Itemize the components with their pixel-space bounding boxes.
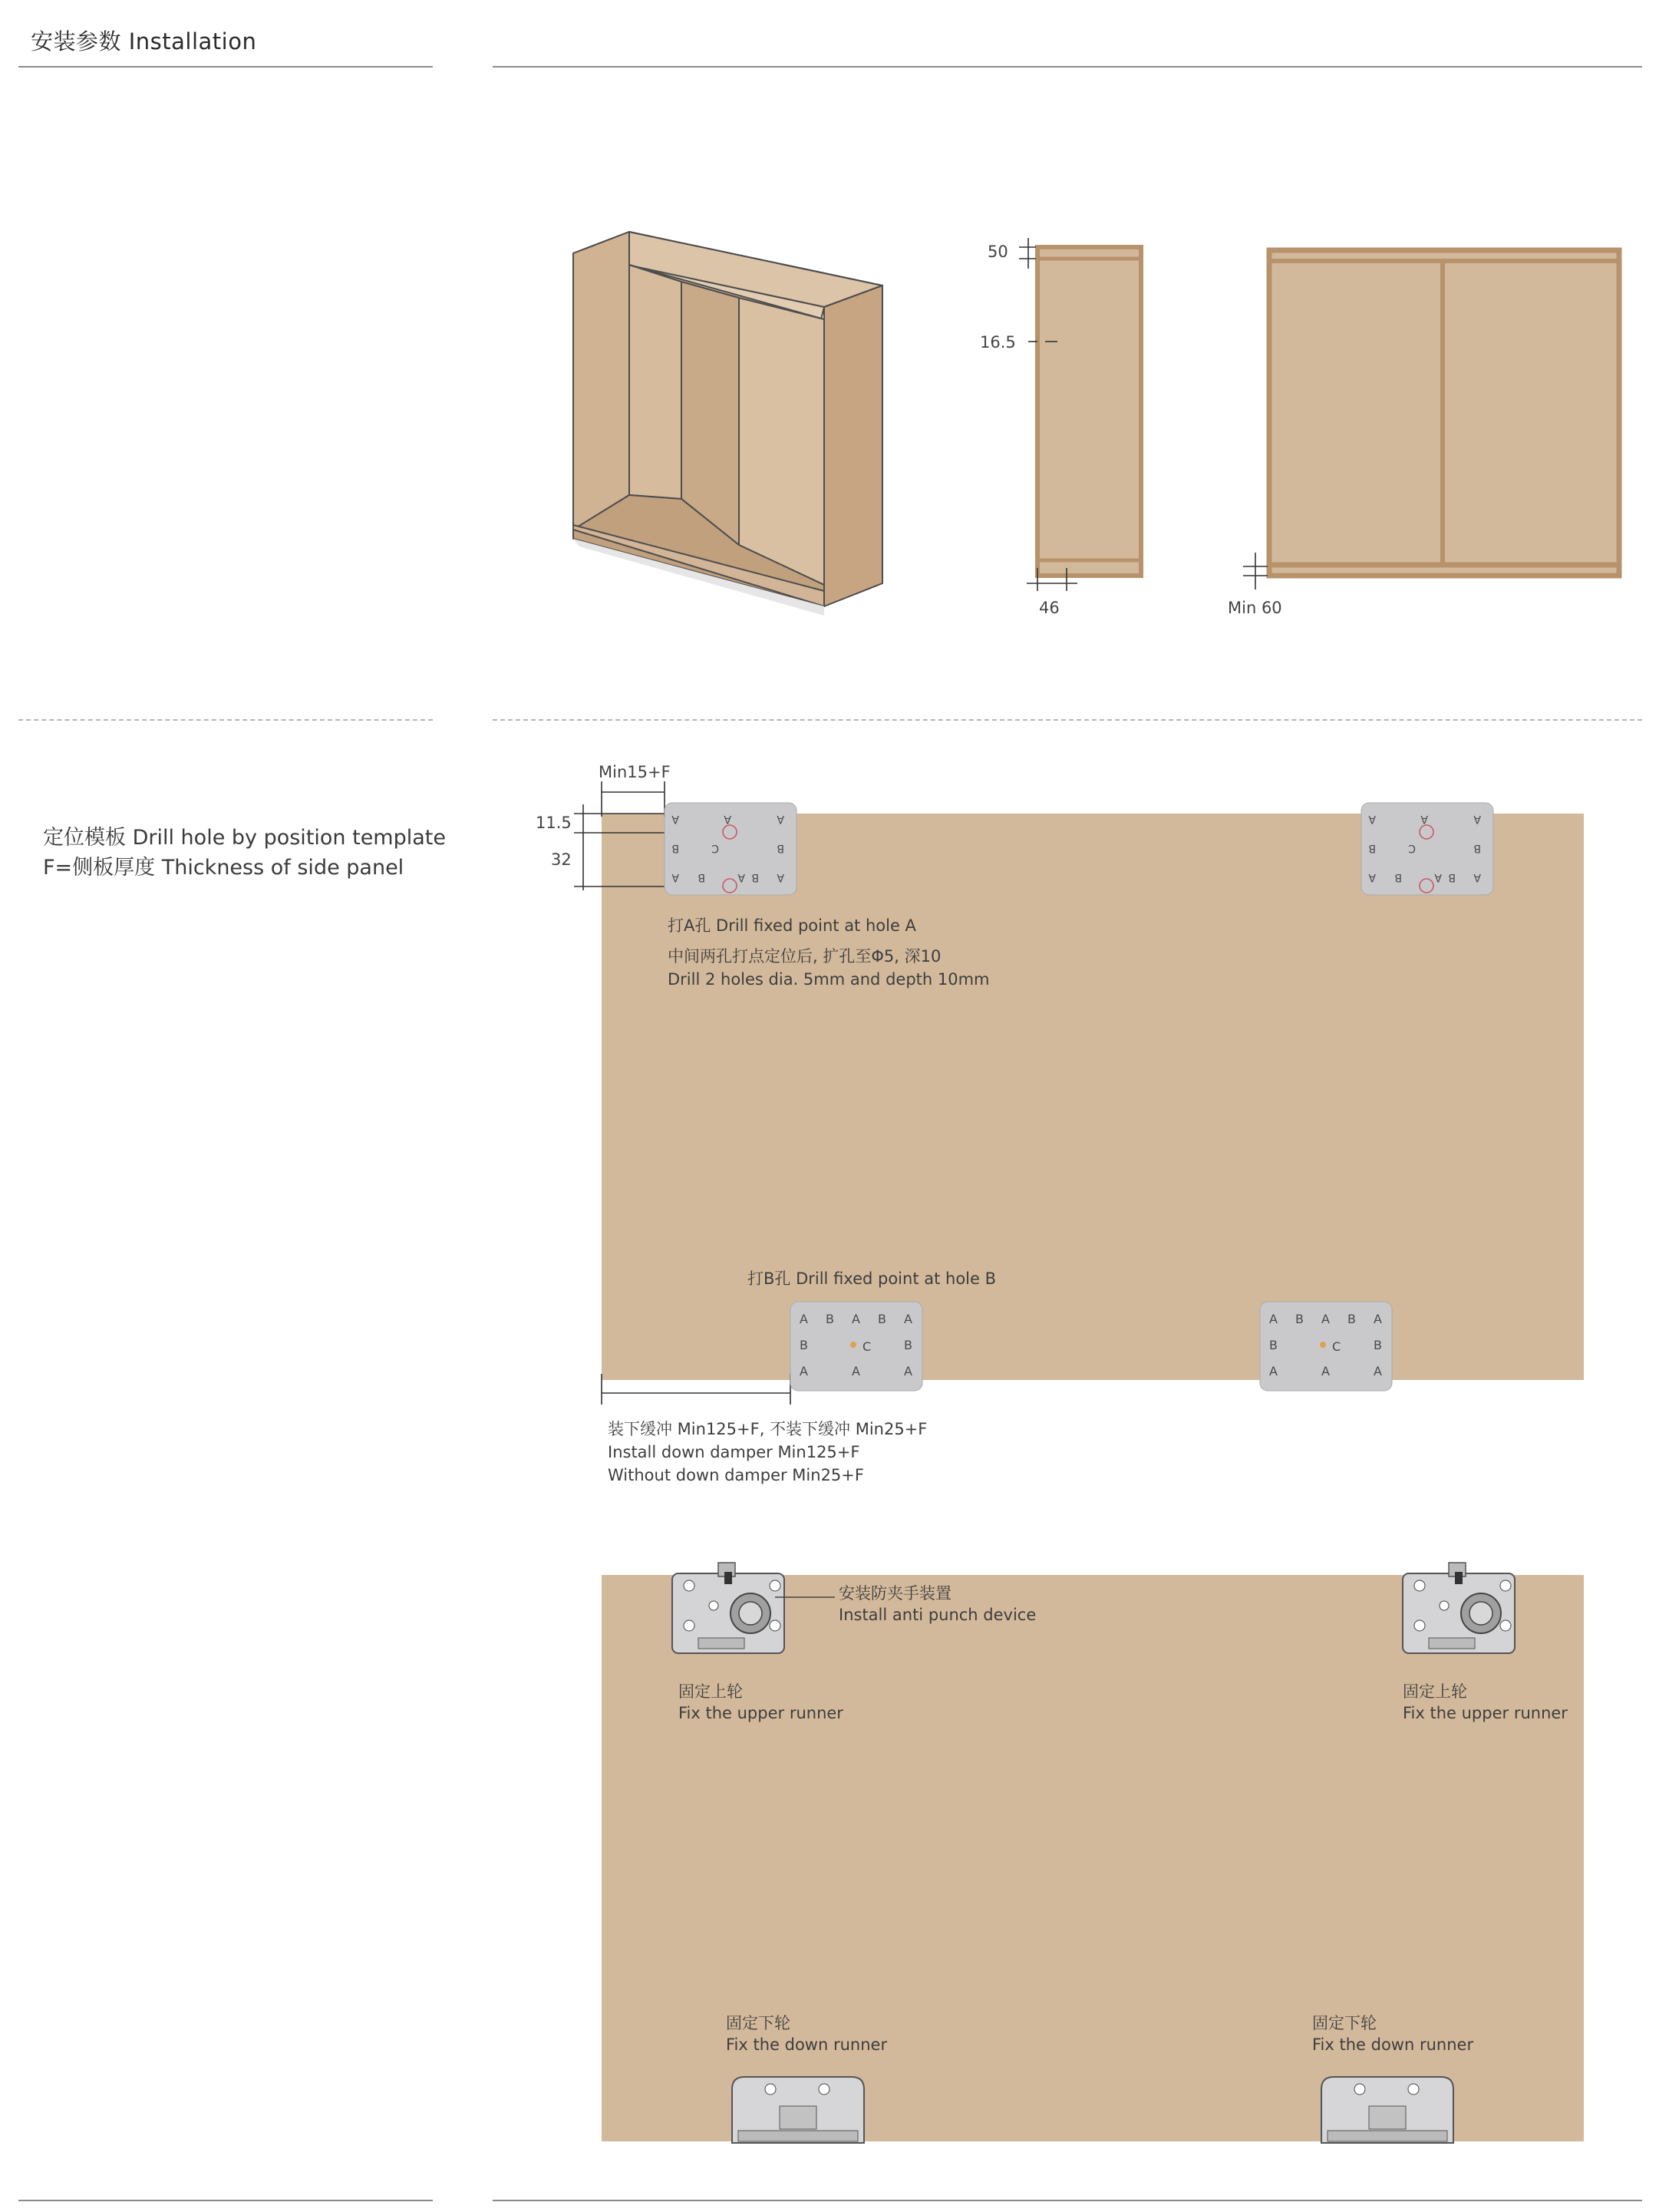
- divider-right: [493, 719, 1642, 721]
- svg-text:B: B: [671, 842, 679, 854]
- svg-text:B: B: [1269, 1338, 1278, 1352]
- upper-runner-right: [1403, 1563, 1515, 1653]
- dim-min60: Min 60: [1228, 599, 1282, 617]
- svg-text:A: A: [852, 1364, 860, 1378]
- svg-text:A: A: [777, 871, 784, 883]
- svg-text:B: B: [1374, 1338, 1382, 1352]
- cabinet-isometric: [573, 232, 882, 616]
- svg-text:A: A: [904, 1312, 912, 1326]
- down-runner-right-cn: 固定下轮: [1312, 2014, 1377, 2032]
- template-a-right: [1361, 803, 1493, 895]
- svg-text:C: C: [1332, 1339, 1341, 1354]
- svg-text:C: C: [1408, 842, 1416, 854]
- down-runner-left-en: Fix the down runner: [726, 2035, 888, 2054]
- damper-note-en1: Install down damper Min125+F: [608, 1443, 860, 1461]
- svg-text:B: B: [1295, 1312, 1304, 1326]
- svg-text:A: A: [724, 813, 731, 825]
- svg-text:B: B: [878, 1312, 886, 1326]
- cabinet-illustrations: [0, 0, 1659, 691]
- hole-a-note-en: Drill 2 holes dia. 5mm and depth 10mm: [668, 970, 990, 989]
- svg-text:B: B: [1347, 1312, 1356, 1326]
- dim-min15f: Min15+F: [599, 763, 671, 781]
- template-b-right: [1260, 1302, 1392, 1391]
- divider-left: [18, 719, 433, 721]
- svg-text:A: A: [1368, 813, 1376, 825]
- damper-note-cn: 装下缓冲 Min125+F, 不装下缓冲 Min25+F: [608, 1420, 928, 1438]
- hole-a-label: 打A孔 Drill fixed point at hole A: [668, 916, 916, 935]
- svg-text:A: A: [1321, 1364, 1330, 1378]
- note-thickness: F=侧板厚度 Thickness of side panel: [43, 856, 404, 880]
- svg-text:A: A: [777, 813, 784, 825]
- svg-text:B: B: [698, 871, 705, 883]
- svg-text:A: A: [737, 871, 745, 883]
- template-a-left: [665, 803, 797, 895]
- upper-runner-right-cn: 固定上轮: [1403, 1682, 1467, 1701]
- svg-text:A: A: [1473, 813, 1481, 825]
- upper-runner-left: [672, 1563, 784, 1653]
- down-runner-left-cn: 固定下轮: [726, 2014, 790, 2032]
- svg-text:C: C: [711, 842, 719, 854]
- template-b-left: [790, 1302, 922, 1391]
- svg-text:C: C: [862, 1339, 872, 1354]
- upper-runner-left-en: Fix the upper runner: [678, 1704, 843, 1722]
- hole-b-label: 打B孔 Drill fixed point at hole B: [747, 1269, 997, 1288]
- svg-text:A: A: [1368, 871, 1376, 883]
- svg-text:A: A: [1473, 871, 1481, 883]
- svg-text:A: A: [800, 1364, 808, 1378]
- svg-text:A: A: [1269, 1312, 1278, 1326]
- svg-text:B: B: [777, 842, 784, 854]
- dim-16-5: 16.5: [980, 333, 1016, 352]
- dim-32: 32: [551, 850, 572, 869]
- down-runner-right: [1321, 2077, 1453, 2143]
- anti-punch-cn: 安装防夹手装置: [839, 1584, 952, 1603]
- down-runner-right-en: Fix the down runner: [1312, 2035, 1474, 2054]
- down-runner-left: [732, 2077, 864, 2143]
- dim-11-5: 11.5: [536, 814, 572, 832]
- svg-text:B: B: [1448, 871, 1456, 883]
- upper-runner-right-en: Fix the upper runner: [1403, 1704, 1568, 1722]
- svg-text:A: A: [800, 1312, 808, 1326]
- svg-text:B: B: [800, 1338, 808, 1352]
- drill-diagram: [0, 737, 1659, 1520]
- svg-text:A: A: [1269, 1364, 1278, 1378]
- upper-runner-left-cn: 固定上轮: [678, 1682, 743, 1701]
- svg-text:B: B: [904, 1338, 912, 1352]
- footer-rule-left: [18, 2200, 433, 2201]
- svg-text:A: A: [904, 1364, 912, 1378]
- svg-text:B: B: [1473, 842, 1481, 854]
- svg-text:A: A: [1420, 813, 1428, 825]
- svg-text:A: A: [852, 1312, 860, 1326]
- page-title: 安装参数 Installation: [31, 28, 257, 54]
- cabinet-front-elevation: [1243, 250, 1619, 589]
- svg-text:B: B: [1394, 871, 1402, 883]
- svg-text:A: A: [1374, 1364, 1382, 1378]
- runner-diagram: [0, 1558, 1659, 2157]
- svg-text:A: A: [671, 813, 679, 825]
- dim-46: 46: [1039, 599, 1060, 617]
- svg-text:B: B: [826, 1312, 834, 1326]
- svg-text:B: B: [751, 871, 759, 883]
- hole-a-note-cn: 中间两孔打点定位后, 扩孔至Φ5, 深10: [668, 947, 942, 966]
- footer-rule-right: [493, 2200, 1642, 2201]
- damper-note-en2: Without down damper Min25+F: [608, 1466, 864, 1484]
- note-template: 定位模板 Drill hole by position template: [43, 826, 446, 850]
- svg-text:A: A: [671, 871, 679, 883]
- dim-50: 50: [988, 243, 1008, 261]
- cabinet-side-elevation: [1019, 238, 1141, 591]
- svg-text:A: A: [1321, 1312, 1330, 1326]
- anti-punch-en: Install anti punch device: [839, 1606, 1037, 1624]
- svg-text:A: A: [1434, 871, 1442, 883]
- svg-text:B: B: [1368, 842, 1376, 854]
- svg-text:A: A: [1374, 1312, 1382, 1326]
